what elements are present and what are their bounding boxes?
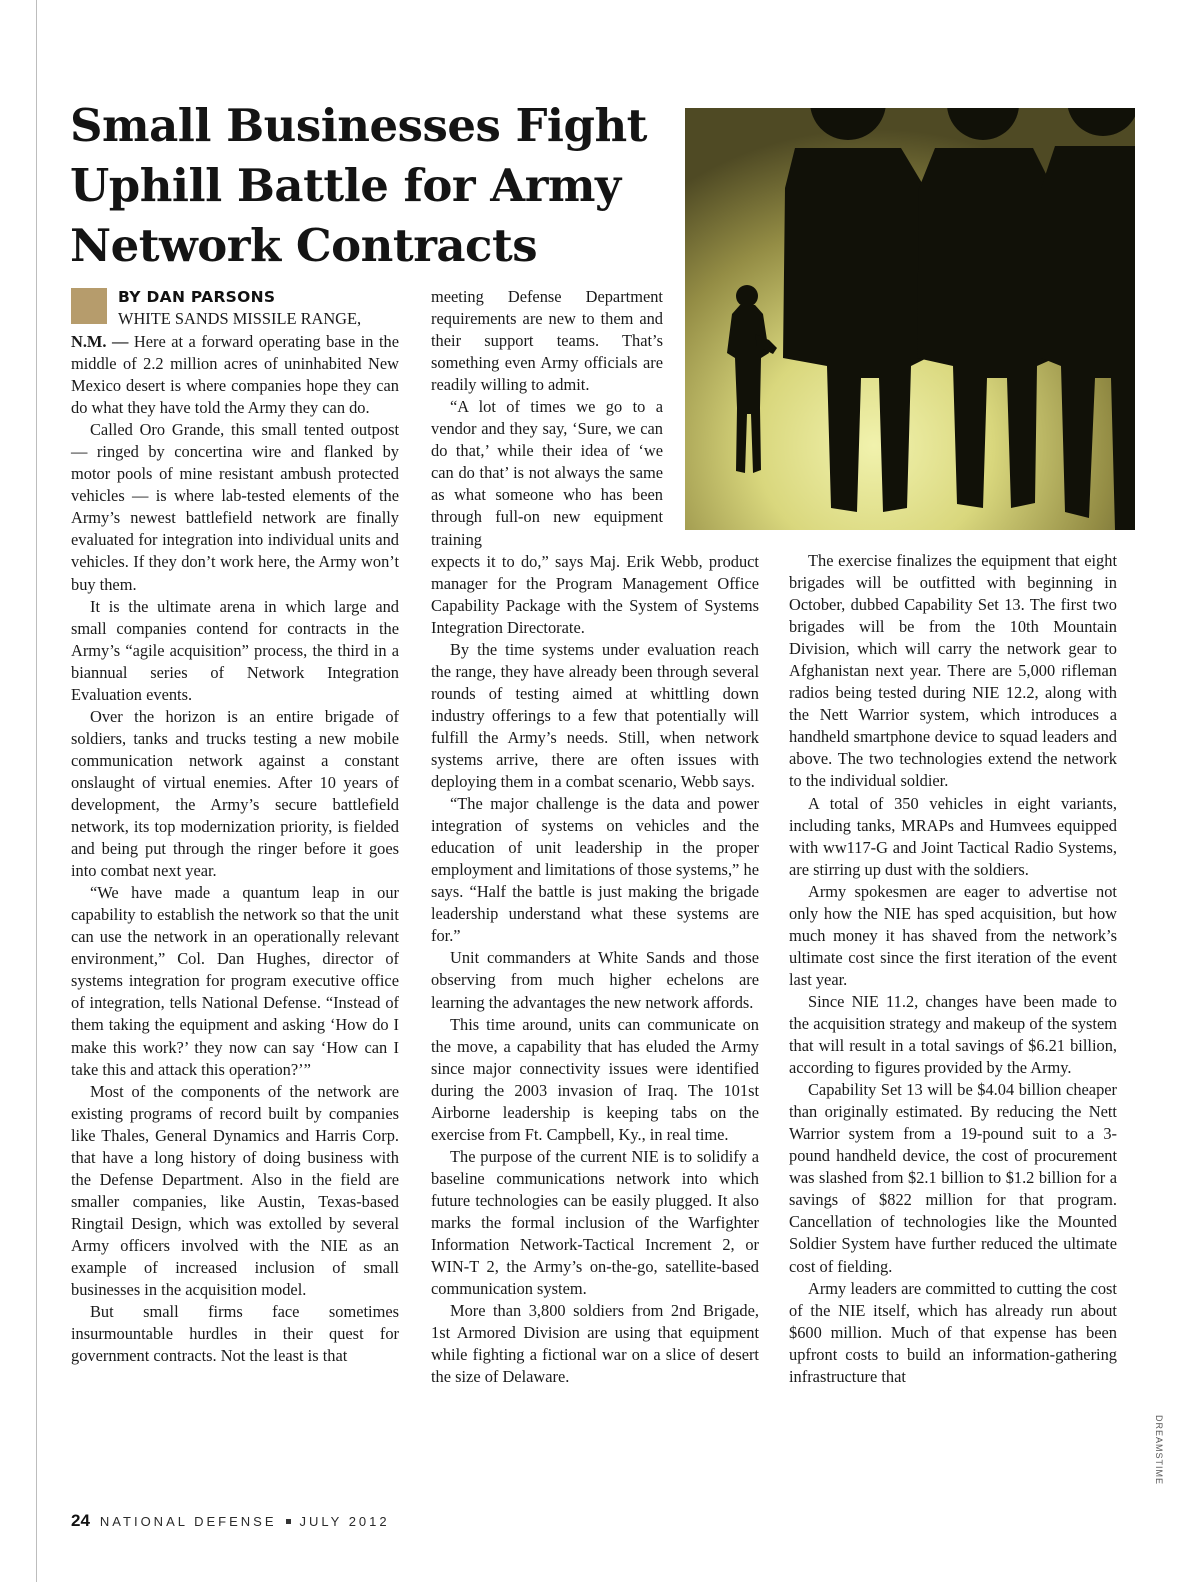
page-margin-rule bbox=[36, 0, 37, 1582]
accent-square bbox=[71, 288, 107, 324]
paragraph: “We have made a quantum leap in our capability to establish the network so that the unit can use the network in an operationally relevant environment,” Col. Dan Hughes, director of systems integration for program executive office of integration, tells National Defense. “Instead of them taking the equipment and asking ‘How do I make this work?’ they now can say ‘How can I take this and attack this operation?’” bbox=[71, 883, 399, 1079]
paragraph: It is the ultimate arena in which large and small companies contend for contracts in the Army’s “agile acquisition” process, the third in a biannual series of Network Integration Evaluation events. bbox=[71, 596, 399, 704]
paragraph: By the time systems under evaluation reach the range, they have already been through several rounds of testing aimed at whittling down industry offerings to a few that potentially will fulfill the Army’s needs. Still, when network systems arrive, there are often issues with deploying them in a combat scenario, Webb says. bbox=[431, 639, 759, 792]
byline-block bbox=[71, 286, 399, 330]
paragraph: The purpose of the current NIE is to solidify a baseline communications network into which future technologies can be easily plugged. It also marks the formal inclusion of the Warfighter Information Network-Tactical Increment 2, or WIN-T 2, the Army’s on-the-go, satellite-based communication system. bbox=[431, 1146, 759, 1299]
paragraph: Most of the components of the network are existing programs of record built by companies like Thales, General Dynamics and Harris Corp. that have a long history of doing business with the Defense Department. Also in the field are smaller companies, like Austin, Texas-based Ringtail Design, which was extolled by several Army officers involved with the NIE as an example of increased inclusion of small businesses in the acquisition model. bbox=[71, 1081, 399, 1300]
paragraph: Army spokesmen are eager to advertise not only how the NIE has sped acquisition, but how much money it has shaved from the network’s ultimate cost since the first iteration of the event last year. bbox=[789, 881, 1117, 989]
article-column-2 bbox=[431, 286, 759, 1388]
byline: BY DAN PARSONS bbox=[118, 288, 276, 306]
paragraph: meeting Defense Department requirements are new to them and their support teams. That’s something even Army officials are readily willing to admit. bbox=[431, 287, 663, 395]
paragraph: A total of 350 vehicles in eight variants, including tanks, MRAPs and Humvees equipped with ww117-G and Joint Tactical Radio Systems, are stirring up dust with the soldiers. bbox=[789, 793, 1117, 879]
paragraph: Capability Set 13 will be $4.04 billion cheaper than originally estimated. By reducing the Nett Warrior system from a 19-pound suit to a 3-pound handheld device, the cost of procurement was slashed from $2.1 billion to $1.2 billion for a savings of $822 million for that program. Cancellation of technologies like the Mounted Soldier System have further reduced the ultimate cost of fielding. bbox=[789, 1080, 1117, 1276]
page-number: 24 bbox=[71, 1511, 90, 1530]
photo-credit: DREAMSTIME bbox=[1154, 1415, 1164, 1486]
paragraph: Unit commanders at White Sands and those observing from much higher echelons are learning the advantages the new network affords. bbox=[431, 948, 759, 1012]
paragraph: expects it to do,” says Maj. Erik Webb, product manager for the Program Management Office Capability Package with the System of Systems Integration Directorate. bbox=[431, 551, 759, 637]
page-footer bbox=[71, 1511, 390, 1531]
paragraph: The exercise finalizes the equipment that eight brigades will be outfitted with beginning in October, dubbed Capability Set 13. The first two brigades will be from the 10th Mountain Division, which will carry the network gear to Afghanistan next year. There are 5,000 rifleman radios being tested during NIE 12.2, along with the Nett Warrior system, which introduces a handheld smartphone device to squad leaders and above. The two technologies extend the network to the individual soldier. bbox=[789, 551, 1117, 791]
headline-line: Uphill Battle for Army bbox=[70, 159, 621, 212]
paragraph: Over the horizon is an entire brigade of soldiers, tanks and trucks testing a new mobile communication network against a constant onslaught of virtual enemies. After 10 years of development, the Army’s secure battlefield network, its top modernization priority, is fielded and being put through the ringer before it goes into combat next year. bbox=[71, 706, 399, 881]
lead-paragraph bbox=[71, 331, 399, 419]
paragraph: Called Oro Grande, this small tented outpost — ringed by concertina wire and flanked by motor pools of mine resistant ambush protected vehicles — is where lab-tested elements of the Army’s newest battlefield network are finally evaluated for integration into individual units and vehicles. If they don’t work here, the Army won’t buy them. bbox=[71, 420, 399, 594]
paragraph: Since NIE 11.2, changes have been made to the acquisition strategy and makeup of the system that will result in a total savings of $6.21 billion, according to figures provided by the Army. bbox=[789, 991, 1117, 1078]
issue-date: JULY 2012 bbox=[299, 1514, 390, 1529]
paragraph: Army leaders are committed to cutting the cost of the NIE itself, which has already run about $600 million. Much of that expense has been upfront costs to build an information-gathering infrastructure that bbox=[789, 1278, 1117, 1386]
dateline: WHITE SANDS MISSILE RANGE, bbox=[118, 309, 362, 328]
paragraph: “A lot of times we go to a vendor and they say, ‘Sure, we can do that,’ while their idea of ‘we can do that’ is not always the same as what someone who has been through full-on new equipment training bbox=[431, 397, 663, 549]
article-column-1 bbox=[71, 286, 399, 1367]
paragraph: “The major challenge is the data and power integration of systems on vehicles and the education of unit leadership in the proper employment and limitations of those systems,” he says. “Half the battle is just making the brigade leadership understand what these systems are for.” bbox=[431, 794, 759, 946]
headline-line: Small Businesses Fight bbox=[70, 99, 647, 152]
headline-line: Network Contracts bbox=[70, 219, 538, 272]
headline bbox=[70, 96, 670, 276]
lead-text: Here at a forward operating base in the middle of 2.2 million acres of uninhabited New Mexico desert is where companies hope they can do what they have told the Army they can do. bbox=[71, 332, 399, 418]
paragraph: This time around, units can communicate on the move, a capability that has eluded the Army since major connectivity issues were identified during the 2003 invasion of Iraq. The 101st Airborne leadership is keeping tabs on the exercise from Ft. Campbell, Ky., in real time. bbox=[431, 1014, 759, 1144]
dateline-state: N.M. — bbox=[71, 332, 134, 351]
paragraph: But small firms face sometimes insurmountable hurdles in their quest for government contracts. Not the least is that bbox=[71, 1302, 399, 1366]
paragraph: More than 3,800 soldiers from 2nd Brigade, 1st Armored Division are using that equipment while fighting a fictional war on a slice of desert the size of Delaware. bbox=[431, 1301, 759, 1387]
article-column-3 bbox=[789, 550, 1117, 1388]
footer-separator bbox=[286, 1519, 291, 1524]
publication-name: NATIONAL DEFENSE bbox=[99, 1514, 277, 1529]
